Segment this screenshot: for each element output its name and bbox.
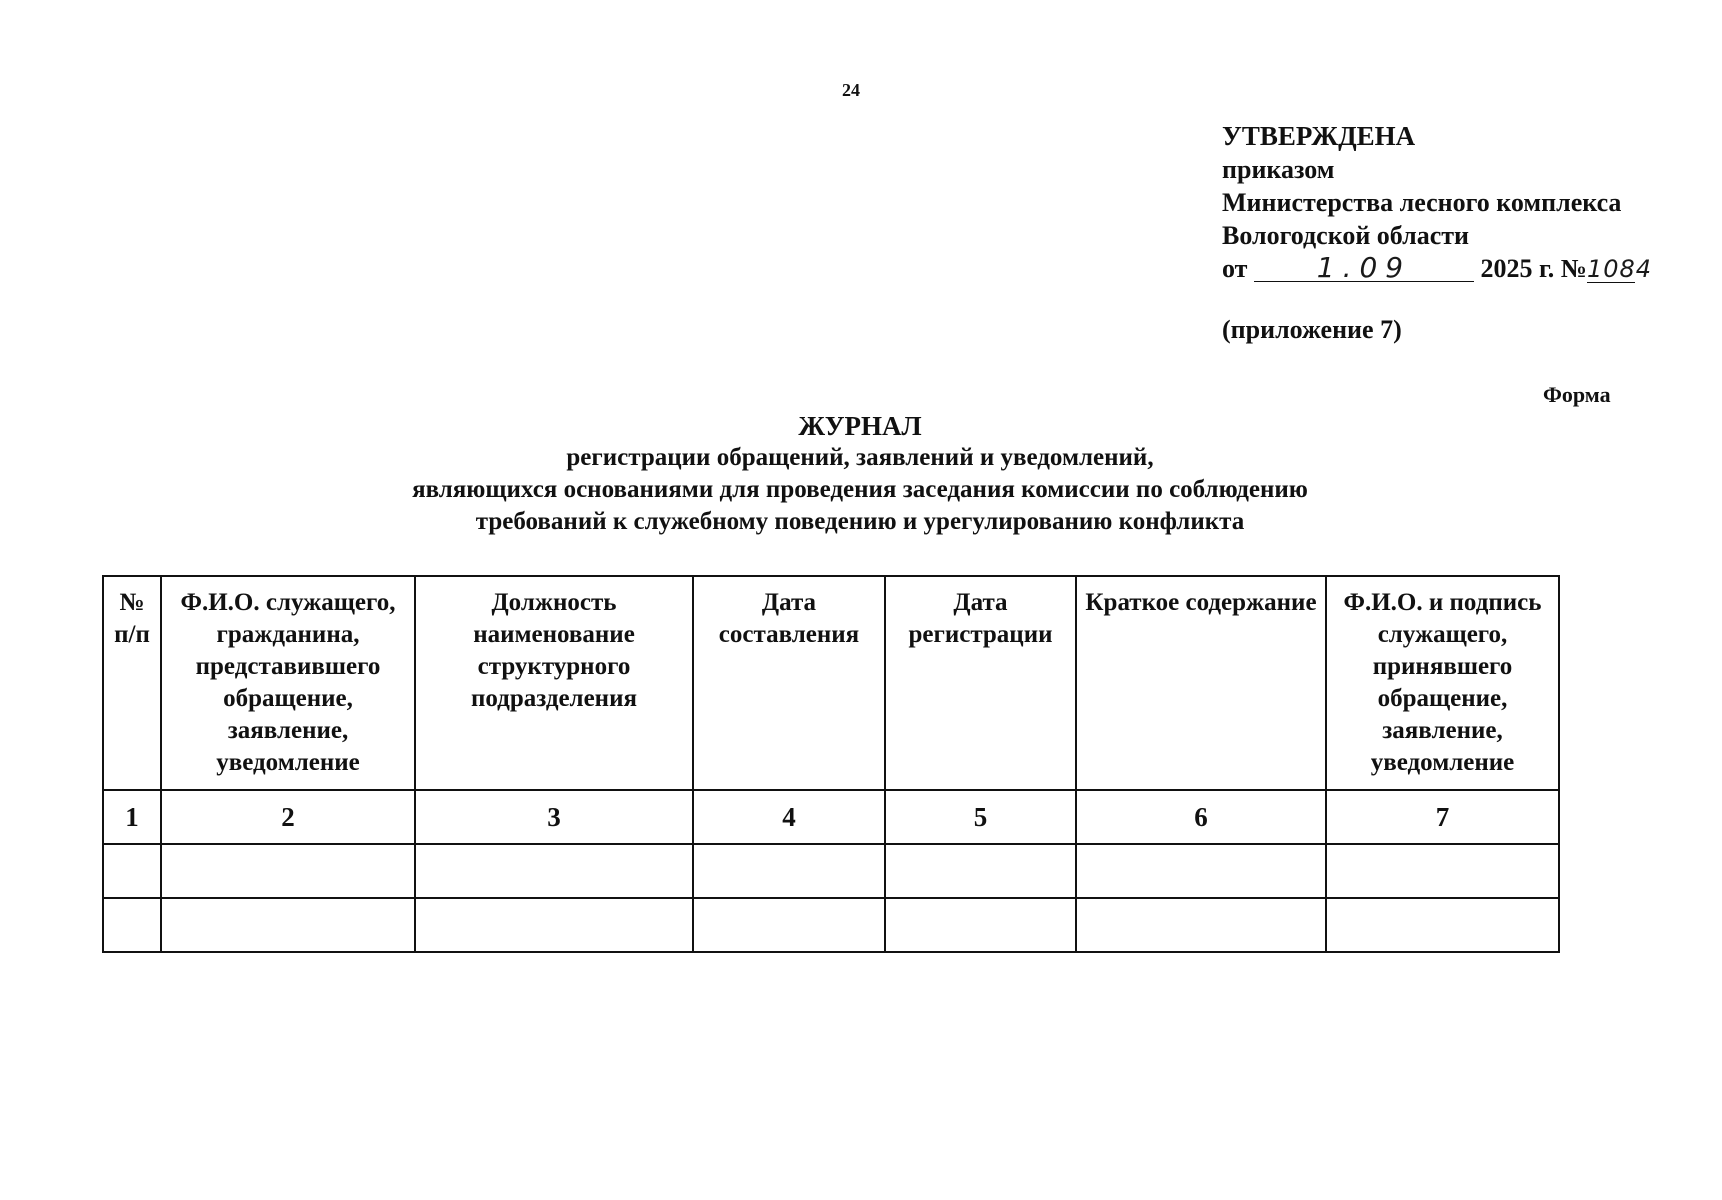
- column-number-row: [103, 790, 1559, 844]
- table-cell: [415, 898, 693, 952]
- column-number: 2: [161, 790, 415, 844]
- page-number: 24: [842, 80, 860, 100]
- column-number: 6: [1076, 790, 1326, 844]
- column-number: 4: [693, 790, 885, 844]
- register-table: [102, 575, 1560, 953]
- approval-year: 2025 г. №: [1480, 254, 1587, 283]
- column-number: 7: [1326, 790, 1559, 844]
- approval-line-ministry: Министерства лесного комплекса: [1222, 188, 1622, 217]
- table-cell: [103, 844, 161, 898]
- table-cell: [1326, 844, 1559, 898]
- approval-line-order: приказом: [1222, 155, 1335, 184]
- header-date-registered: Дата регистрации: [885, 576, 1076, 790]
- table-cell: [1076, 898, 1326, 952]
- header-position: Должность наименование структурного подразделения: [415, 576, 693, 790]
- table-cell: [415, 844, 693, 898]
- table-row: [103, 844, 1559, 898]
- approval-line-region: Вологодской области: [1222, 221, 1470, 250]
- handwritten-number: 1084: [1586, 255, 1653, 283]
- column-number: 3: [415, 790, 693, 844]
- table-cell: [693, 898, 885, 952]
- journal-subtitle-line: регистрации обращений, заявлений и уведомлений,: [566, 444, 1154, 471]
- table-cell: [103, 898, 161, 952]
- approval-block: [1222, 120, 1653, 346]
- header-date-created: Дата составления: [693, 576, 885, 790]
- annex-label: (приложение 7): [1222, 315, 1402, 344]
- table-cell: [885, 844, 1076, 898]
- table-cell: [1326, 898, 1559, 952]
- journal-title: ЖУРНАЛ: [798, 411, 922, 441]
- column-number: 1: [103, 790, 161, 844]
- header-fio-submitter: Ф.И.О. служащего, гражданина, представившего обращение, заявление, уведомление: [161, 576, 415, 790]
- journal-heading: [290, 410, 1430, 538]
- header-index: № п/п: [103, 576, 161, 790]
- table-cell: [885, 898, 1076, 952]
- header-fio-receiver: Ф.И.О. и подпись служащего, принявшего обращение, заявление, уведомление: [1326, 576, 1559, 790]
- journal-subtitle-line: являющихся основаниями для проведения заседания комиссии по соблюдению: [412, 476, 1308, 503]
- table-cell: [161, 898, 415, 952]
- approval-prefix-from: от: [1222, 254, 1248, 283]
- journal-subtitle-line: требований к служебному поведению и урегулированию конфликта: [475, 508, 1245, 535]
- handwritten-date: 1.09: [1254, 255, 1474, 282]
- table-cell: [693, 844, 885, 898]
- table-header-row: [103, 576, 1559, 790]
- form-label: Форма: [1543, 382, 1611, 407]
- table-cell: [1076, 844, 1326, 898]
- table-cell: [161, 844, 415, 898]
- table-row: [103, 898, 1559, 952]
- header-summary: Краткое содержание: [1076, 576, 1326, 790]
- approval-title: УТВЕРЖДЕНА: [1222, 121, 1416, 151]
- approval-date-line: [1222, 251, 1653, 285]
- column-number: 5: [885, 790, 1076, 844]
